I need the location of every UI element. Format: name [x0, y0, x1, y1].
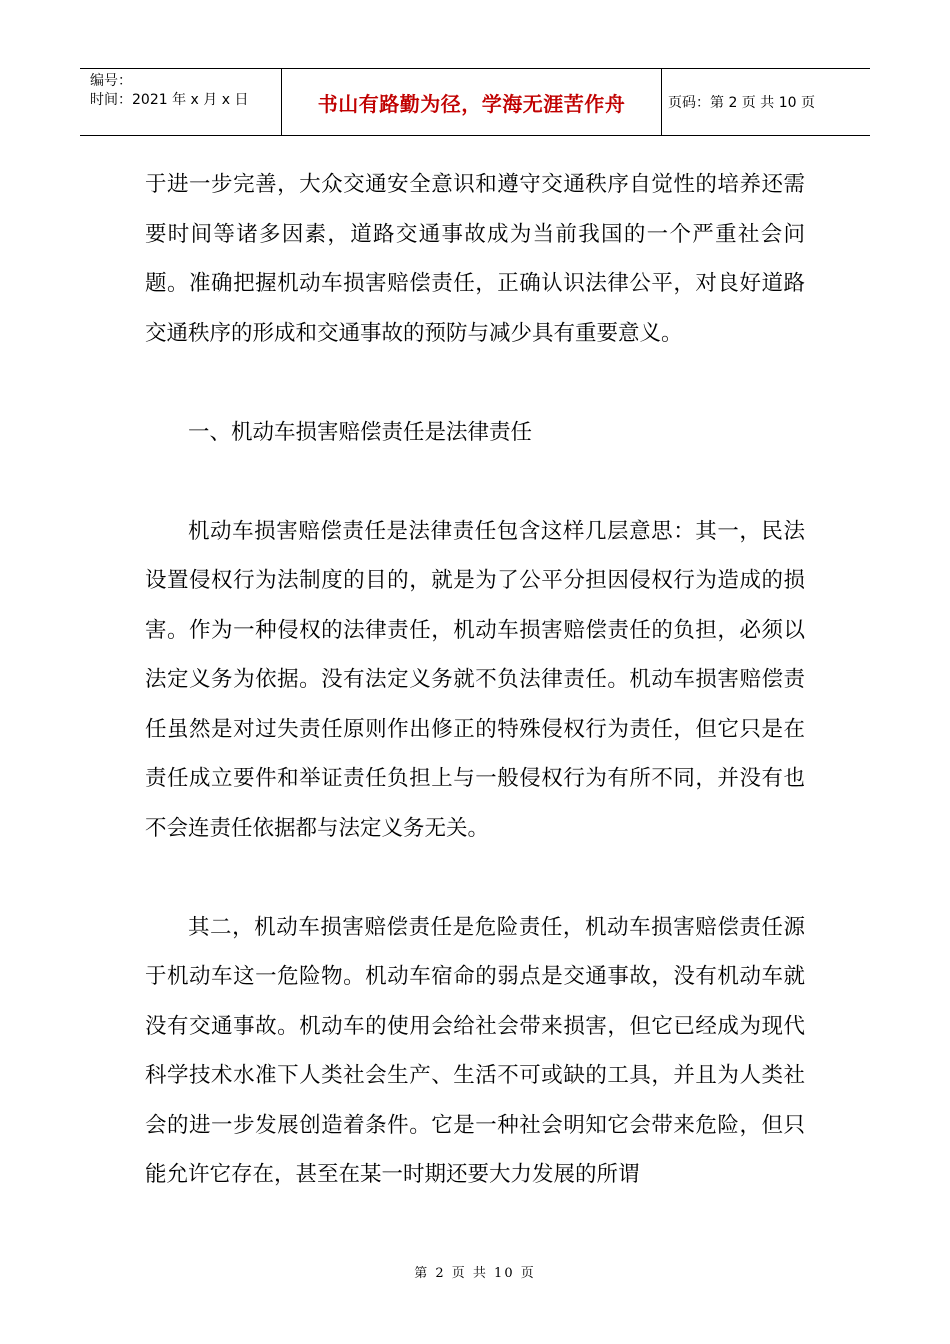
header-meta [80, 69, 282, 135]
body-paragraph: 于进一步完善，大众交通安全意识和遵守交通秩序自觉性的培养还需要时间等诸多因素，道路交通事故成为当前我国的一个严重社会问题。准确把握机动车损害赔偿责任，正确认识法律公平，对良好道路交通秩序的形成和交通事故的预防与减少具有重要意义。 [145, 172, 805, 346]
section-heading: 一、机动车损害赔偿责任是法律责任 [188, 419, 533, 445]
body-paragraph: 其二，机动车损害赔偿责任是危险责任，机动车损害赔偿责任源于机动车这一危险物。机动车宿命的弱点是交通事故，没有机动车就没有交通事故。机动车的使用会给社会带来损害，但它已经成为现代科学技术水准下人类社会生产、生活不可或缺的工具，并且为人类社会的进一步发展创造着条件。它是一种社会明知它会带来危险，但只能允许它存在，甚至在某一时期还要大力发展的所谓 [145, 914, 805, 1187]
document-header [80, 68, 870, 136]
document-body [145, 160, 805, 1200]
header-page-info: 页码：第 2 页 共 10 页 [668, 95, 815, 111]
number-label: 编号： [90, 73, 132, 89]
page-footer: 第 2 页 共 10 页 [414, 1266, 536, 1281]
body-paragraph: 机动车损害赔偿责任是法律责任包含这样几层意思：其一，民法设置侵权行为法制度的目的，就是为了公平分担因侵权行为造成的损害。作为一种侵权的法律责任，机动车损害赔偿责任的负担，必须以法定义务为依据。没有法定义务就不负法律责任。机动车损害赔偿责任虽然是对过失责任原则作出修正的特殊侵权行为责任，但它只是在责任成立要件和举证责任负担上与一般侵权行为有所不同，并没有也不会连责任依据都与法定义务无关。 [145, 518, 805, 841]
date-label: 时间：2021 年 x 月 x 日 [90, 92, 249, 108]
header-motto: 书山有路勤为径，学海无涯苦作舟 [282, 69, 662, 135]
